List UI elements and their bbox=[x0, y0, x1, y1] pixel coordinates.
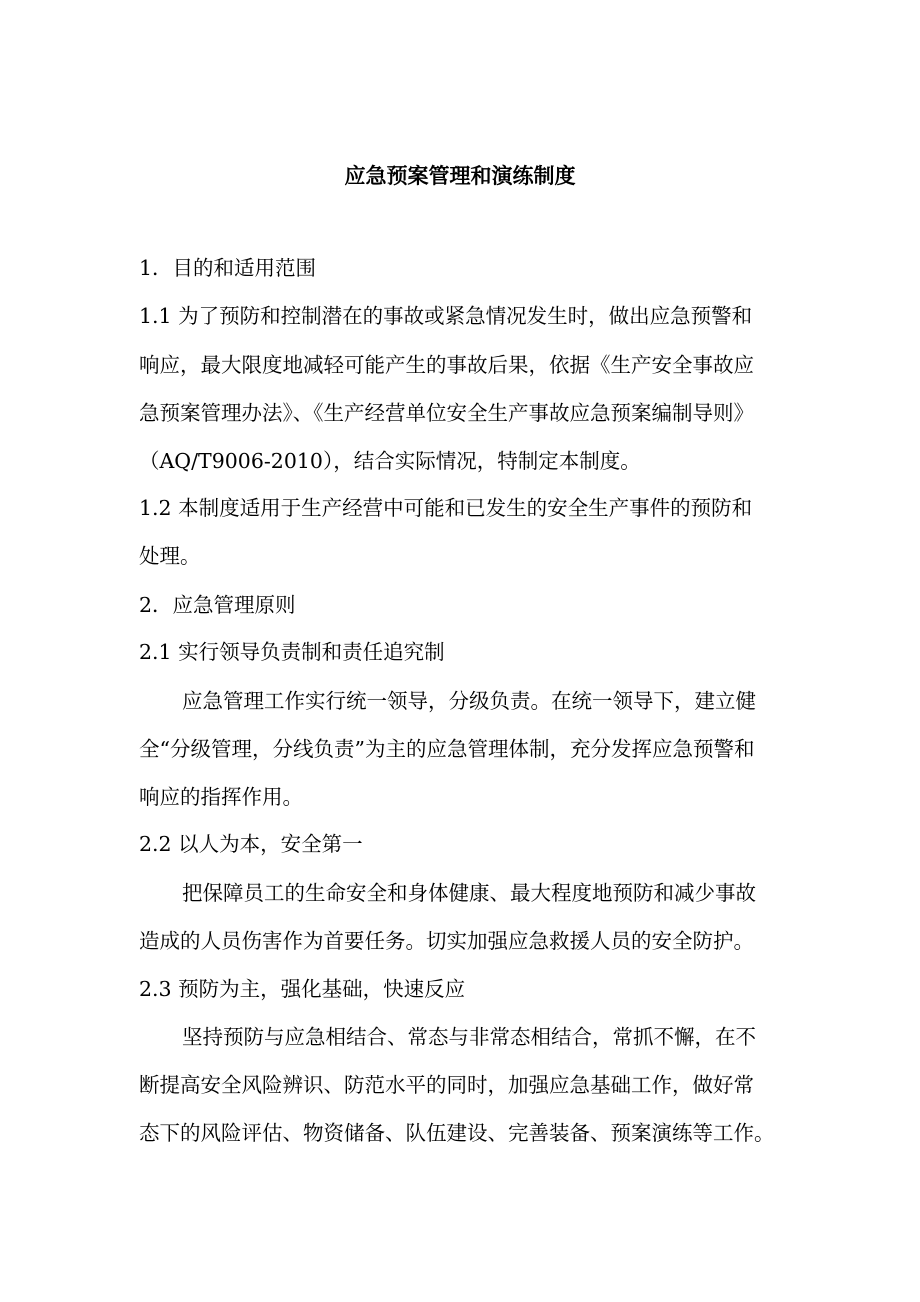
paragraph-line: 1.2 本制度适用于生产经营中可能和已发生的安全生产事件的预防和 bbox=[139, 496, 753, 520]
paragraph-line: 造成的人员伤害作为首要任务。切实加强应急救援人员的安全防护。 bbox=[139, 929, 754, 953]
paragraph-line: （AQ/T9006-2010），结合实际情况，特制定本制度。 bbox=[139, 449, 641, 473]
paragraph-line: 应急管理工作实行统一领导，分级负责。在统一领导下，建立健 bbox=[182, 689, 756, 713]
paragraph-line: 1.1 为了预防和控制潜在的事故或紧急情况发生时，做出应急预警和 bbox=[139, 304, 753, 328]
section-heading-1: 1．目的和适用范围 bbox=[139, 256, 317, 280]
paragraph-line: 处理。 bbox=[139, 544, 201, 568]
paragraph-line: 全“分级管理，分线负责”为主的应急管理体制，充分发挥应急预警和 bbox=[139, 737, 755, 761]
subsection-heading: 2.3 预防为主，强化基础，快速反应 bbox=[139, 977, 466, 1001]
section-heading-2: 2．应急管理原则 bbox=[139, 593, 296, 617]
subsection-heading: 2.2 以人为本，安全第一 bbox=[139, 832, 363, 856]
paragraph-line: 断提高安全风险辨识、防范水平的同时，加强应急基础工作，做好常 bbox=[139, 1073, 754, 1097]
paragraph-line: 坚持预防与应急相结合、常态与非常态相结合，常抓不懈，在不 bbox=[182, 1025, 756, 1049]
paragraph-line: 把保障员工的生命安全和身体健康、最大程度地预防和减少事故 bbox=[182, 881, 756, 905]
document-title: 应急预案管理和演练制度 bbox=[344, 163, 576, 188]
paragraph-line: 态下的风险评估、物资储备、队伍建设、完善装备、预案演练等工作。 bbox=[139, 1121, 775, 1145]
subsection-heading: 2.1 实行领导负责制和责任追究制 bbox=[139, 640, 445, 664]
paragraph-line: 响应的指挥作用。 bbox=[139, 785, 303, 809]
paragraph-line: 急预案管理办法》、《生产经营单位安全生产事故应急预案编制导则》 bbox=[139, 401, 754, 425]
paragraph-line: 响应，最大限度地减轻可能产生的事故后果，依据《生产安全事故应 bbox=[139, 353, 754, 377]
